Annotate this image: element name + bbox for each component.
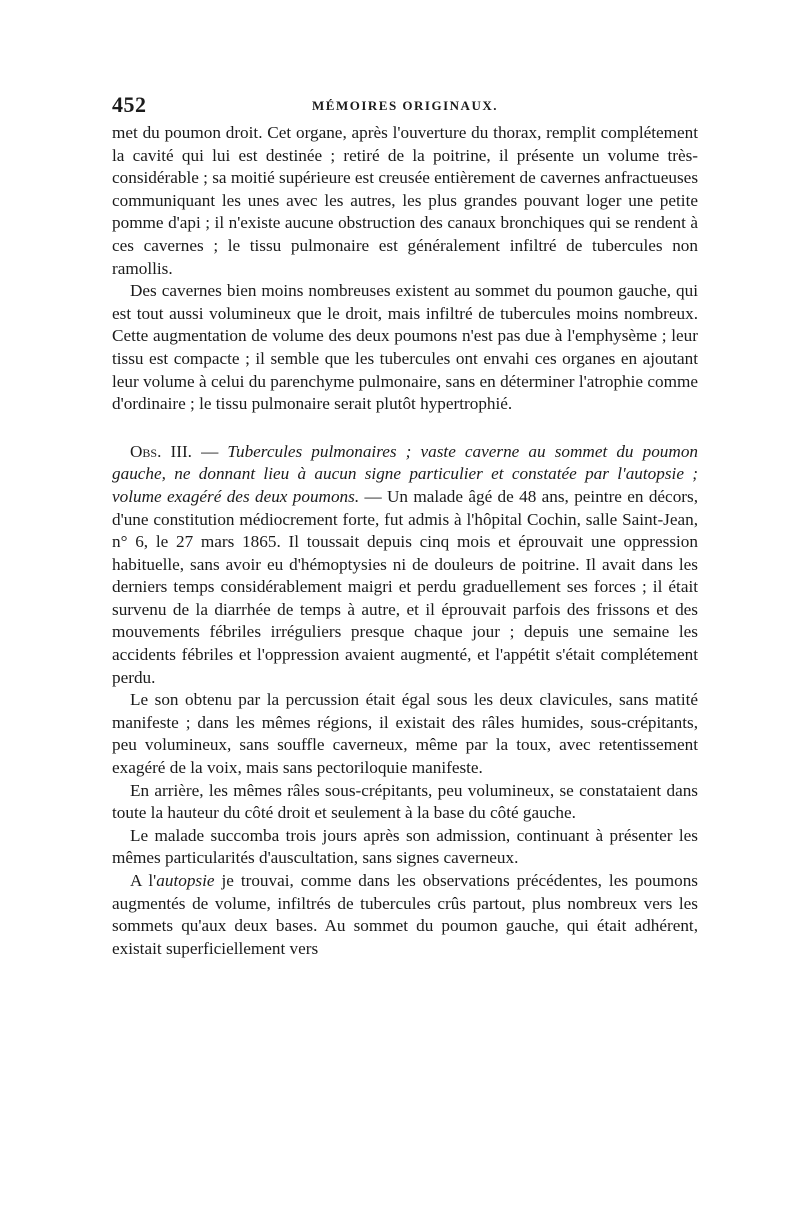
paragraph-continuation: met du poumon droit. Cet organe, après l'ouverture du thorax, remplit complétement la cavité qui lui est destinée ; retiré de la poitrine, il présente un volume très-considérable ; sa moitié supérieure est creusée entièrement de cavernes anfractueuses communiquant les unes avec les autres, les plus grandes pouvant loger une petite pomme d'api ; il n'existe aucune obstruction des canaux bronchiques qui se rendent à ces cavernes ; le tissu pulmonaire est généralement infiltré de tubercules non ramollis. [112,123,699,278]
body-text [112,122,698,960]
page-number: 452 [112,92,147,117]
observation-dash: — [191,441,228,461]
observation-title: Tubercules pulmonaires ; vaste caverne au sommet du poumon gauche, ne donnant lieu à aucun signe particulier et constatée par l'autopsie ; volume exagéré des deux poumons. [112,441,699,506]
page-header [112,92,698,122]
observation-paragraph [112,441,698,690]
paragraph-percussion: Le son obtenu par la percussion était égal sous les deux clavicules, sans matité manifeste ; dans les mêmes régions, il existait des râles humides, sous-crépitants, peu volumineux, sans souffle caverneux, même par la toux, avec retentissement exagéré de la voix, mais sans pectoriloquie manifeste. [112,690,698,778]
autopsy-word: autopsie [156,871,215,890]
running-title: MÉMOIRES ORIGINAUX. [312,98,498,113]
paragraph-death: Le malade succomba trois jours après son admission, continuant à présenter les mêmes particularités d'auscultation, sans signes caverneux. [112,825,698,868]
autopsy-prefix: A l' [130,871,157,890]
document-page [112,92,698,960]
observation-text: — Un malade âgé de 48 ans, peintre en décors, d'une constitution médiocrement forte, fut admis à l'hôpital Cochin, salle Saint-Jean, n° 6, le 27 mars 1865. Il toussait depuis cinq mois et éprouvait une oppression habituelle, sans avoir eu d'hémoptysies ni de douleurs de poitrine. Il avait dans les derniers temps considérablement maigri et perdu graduellement ses forces ; il était survenu de la diarrhée de temps à autre, et il éprouvait parfois des frissons et des mouvements fébriles irréguliers presque chaque jour ; depuis une semaine les accidents fébriles et l'oppression avaient augmenté, et l'appétit s'était complétement perdu. [112,486,698,687]
section-gap [112,416,698,441]
paragraph-left-lung: Des cavernes bien moins nombreuses existent au sommet du poumon gauche, qui est tout aussi volumineux que le droit, mais infiltré de tubercules moins nombreux. Cette augmentation de volume des deux poumons n'est pas due à l'emphysème ; leur tissu est compacte ; il semble que les tubercules ont envahi ces organes en ajoutant leur volume à celui du parenchyme pulmonaire, sans en déterminer l'atrophie comme d'ordinaire ; le tissu pulmonaire serait plutôt hypertrophié. [112,281,698,414]
observation-label: Obs. III. [130,441,192,461]
paragraph-posterior: En arrière, les mêmes râles sous-crépitants, peu volumineux, se constataient dans toute la hauteur du côté droit et seulement à la base du côté gauche. [112,780,698,823]
paragraph-autopsy [112,870,698,960]
autopsy-text: je trouvai, comme dans les observations précédentes, les poumons augmentés de volume, infiltrés de tubercules crûs partout, plus nombreux vers les sommets qu'aux deux bases. Au sommet du poumon gauche, qui était adhérent, existait superficiellement vers [112,871,698,958]
